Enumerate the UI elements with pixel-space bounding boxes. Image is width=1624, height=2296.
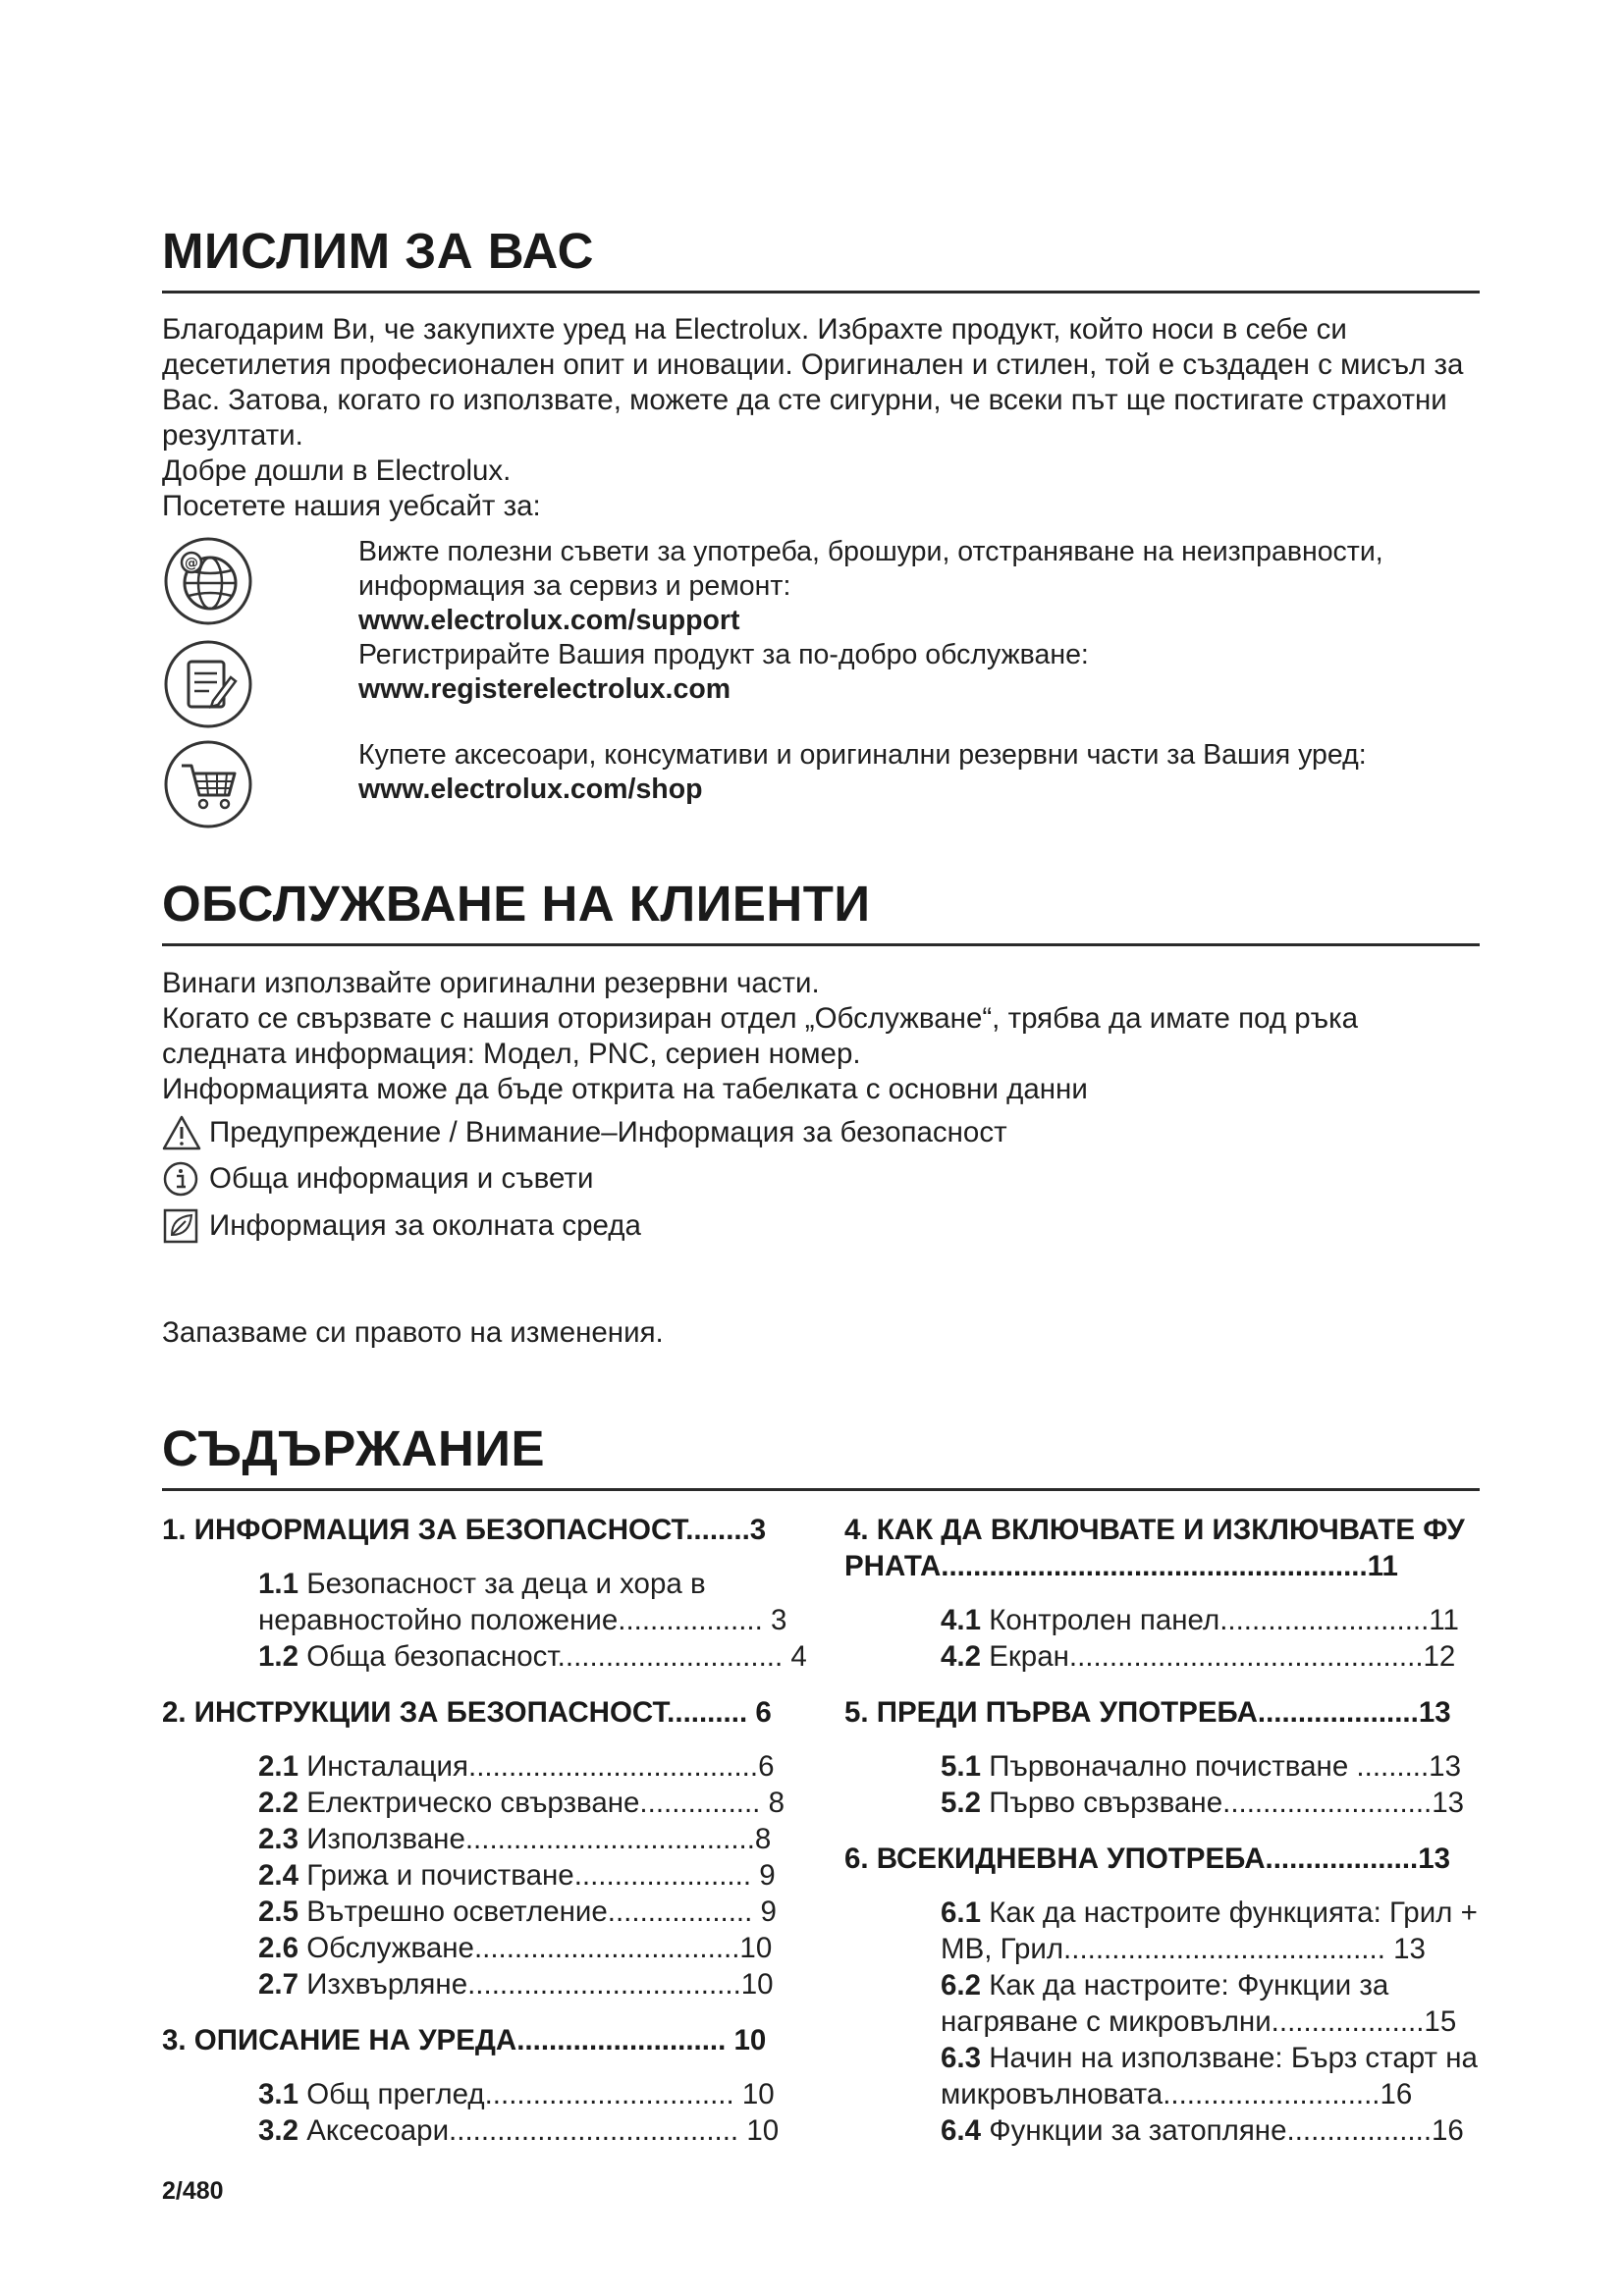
toc-chapter-title[interactable]: 4. КАК ДА ВКЛЮЧВАТЕ И ИЗКЛЮЧВАТЕ ФУРНАТА.....................................................11 (844, 1514, 1465, 1582)
toc-entry-4-1[interactable]: 4.1 Контролен панел..........................11 (941, 1604, 1459, 1636)
toc-right-column (844, 1512, 1480, 2168)
toc-entry-1-2[interactable]: 1.2 Обща безопасност............................ 4 (258, 1640, 807, 1673)
toc-sub-list (844, 1895, 1480, 2149)
legend-environment-text: Информация за околната среда (209, 1209, 641, 1242)
toc-chapter-title[interactable]: 5. ПРЕДИ ПЪРВА УПОТРЕБА....................13 (844, 1696, 1451, 1729)
register-description: Регистрирайте Вашия продукт за по-добро обслужване: (358, 639, 1089, 670)
service-paragraph-contact: Когато се свързвате с нашия оторизиран отдел „Обслужване“, трябва да имате под ръка следната информация: Модел, PNC, сериен номер. (162, 1002, 1359, 1070)
toc-entry-2-3[interactable]: 2.3 Използване....................................8 (258, 1823, 772, 1855)
service-paragraph-rating-plate: Информацията може да бъде открита на табелката с основни данни (162, 1073, 1088, 1105)
toc-entry-5-2[interactable]: 5.2 Първо свързване..........................13 (941, 1787, 1465, 1819)
legend-info-text: Обща информация и съвети (209, 1162, 594, 1195)
shop-description: Купете аксесоари, консумативи и оригинални резервни части за Вашия уред: (358, 739, 1367, 771)
legend-warning-text: Предупреждение / Внимание–Информация за безопасност (209, 1116, 1007, 1148)
section-rule-contents (162, 1488, 1480, 1491)
toc-chapter-3 (162, 2022, 830, 2149)
toc-chapter-6 (844, 1841, 1480, 2149)
toc-chapter-title[interactable]: 1. ИНФОРМАЦИЯ ЗА БЕЗОПАСНОСТ........3 (162, 1514, 767, 1546)
toc-entry-4-2[interactable]: 4.2 Екран............................................12 (941, 1640, 1456, 1673)
info-icon (162, 1160, 201, 1198)
toc-entry-6-4[interactable]: 6.4 Функции за затопляне..................16 (941, 2114, 1464, 2147)
toc-entry-3-2[interactable]: 3.2 Аксесоари.................................... 10 (258, 2114, 780, 2147)
toc-chapter-title[interactable]: 2. ИНСТРУКЦИИ ЗА БЕЗОПАСНОСТ.......... 6 (162, 1696, 772, 1729)
toc-entry-2-5[interactable]: 2.5 Вътрешно осветление.................. 9 (258, 1896, 777, 1928)
support-description: Вижте полезни съвети за употреба, брошури, отстраняване на неизправности, информация за сервиз и ремонт: (358, 536, 1383, 602)
toc-entry-1-1[interactable]: 1.1 Безопасност за деца и хора в неравностойно положение.................. 3 (258, 1568, 787, 1636)
toc-chapter-2 (162, 1694, 830, 2002)
toc-sub-list (844, 1748, 1480, 1821)
toc-entry-6-2[interactable]: 6.2 Как да настроите: Функции за нагряване с микровълни...................15 (941, 1969, 1457, 2038)
toc-entry-2-4[interactable]: 2.4 Грижа и почистване...................... 9 (258, 1859, 776, 1892)
welcome-visit-prompt: Посетете нашия уебсайт за: (162, 490, 541, 522)
welcome-paragraph: Благодарим Ви, че закупихте уред на Electrolux. Избрахте продукт, който носи в себе си десетилетия професионален опит и иновации. Оригинален и стилен, той е създаден с мисъл за Вас. Затова, когато го използвате, можете да сте сигурни, че всеки път ще постигате страхотни резултати. (162, 313, 1464, 452)
toc-sub-list (162, 1566, 830, 1675)
toc-chapter-1 (162, 1512, 830, 1675)
legend-warning (162, 1114, 1007, 1151)
legend-environment (162, 1207, 641, 1245)
service-paragraph-parts: Винаги използвайте оригинални резервни части. (162, 967, 820, 999)
shop-link-text (358, 738, 1480, 807)
support-link-text (358, 535, 1480, 638)
globe-icon (162, 535, 254, 627)
toc-entry-3-1[interactable]: 3.1 Общ преглед............................... 10 (258, 2078, 775, 2110)
toc-chapter-title[interactable]: 6. ВСЕКИДНЕВНА УПОТРЕБА...................13 (844, 1842, 1451, 1875)
section-title-welcome: МИСЛИМ ЗА ВАС (162, 223, 594, 279)
welcome-intro (162, 312, 1480, 524)
toc-entry-5-1[interactable]: 5.1 Първоначално почистване .........13 (941, 1750, 1461, 1783)
svg-text:@: @ (185, 556, 198, 571)
register-url-link[interactable]: www.registerelectrolux.com (358, 673, 731, 705)
toc-chapter-title[interactable]: 3. ОПИСАНИЕ НА УРЕДА.......................... 10 (162, 2024, 767, 2056)
disclaimer: Запазваме си правото на изменения. (162, 1316, 664, 1349)
legend-info (162, 1160, 593, 1198)
toc-sub-list (162, 1748, 830, 2002)
warning-triangle-icon (162, 1114, 201, 1151)
section-title-service: ОБСЛУЖВАНЕ НА КЛИЕНТИ (162, 876, 871, 932)
toc-chapter-5 (844, 1694, 1480, 1821)
toc-entry-2-6[interactable]: 2.6 Обслужване.................................10 (258, 1932, 773, 1964)
section-rule-service (162, 943, 1480, 946)
toc-left-column (162, 1512, 830, 2168)
register-link-text (358, 638, 1480, 707)
welcome-greeting: Добре дошли в Electrolux. (162, 454, 512, 487)
toc-sub-list (844, 1602, 1480, 1675)
page-number: 2/480 (162, 2177, 224, 2205)
toc-entry-2-2[interactable]: 2.2 Електрическо свързване............... 8 (258, 1787, 785, 1819)
section-rule-welcome (162, 291, 1480, 294)
shop-url-link[interactable]: www.electrolux.com/shop (358, 774, 703, 805)
section-title-contents: СЪДЪРЖАНИЕ (162, 1420, 545, 1476)
leaf-environment-icon (162, 1207, 201, 1245)
support-url-link[interactable]: www.electrolux.com/support (358, 605, 740, 636)
shopping-cart-icon (162, 738, 254, 830)
toc-entry-6-1[interactable]: 6.1 Как да настроите функцията: Грил + МВ, Грил........................................ 13 (941, 1896, 1478, 1965)
toc-entry-2-7[interactable]: 2.7 Изхвърляне..................................10 (258, 1968, 774, 2001)
service-text (162, 966, 1480, 1107)
toc-chapter-4 (844, 1512, 1480, 1675)
toc-entry-6-3[interactable]: 6.3 Начин на използване: Бърз старт на микровълновата...........................16 (941, 2042, 1478, 2110)
toc-entry-2-1[interactable]: 2.1 Инсталация....................................6 (258, 1750, 775, 1783)
toc-sub-list (162, 2076, 830, 2149)
register-document-icon (162, 638, 254, 730)
